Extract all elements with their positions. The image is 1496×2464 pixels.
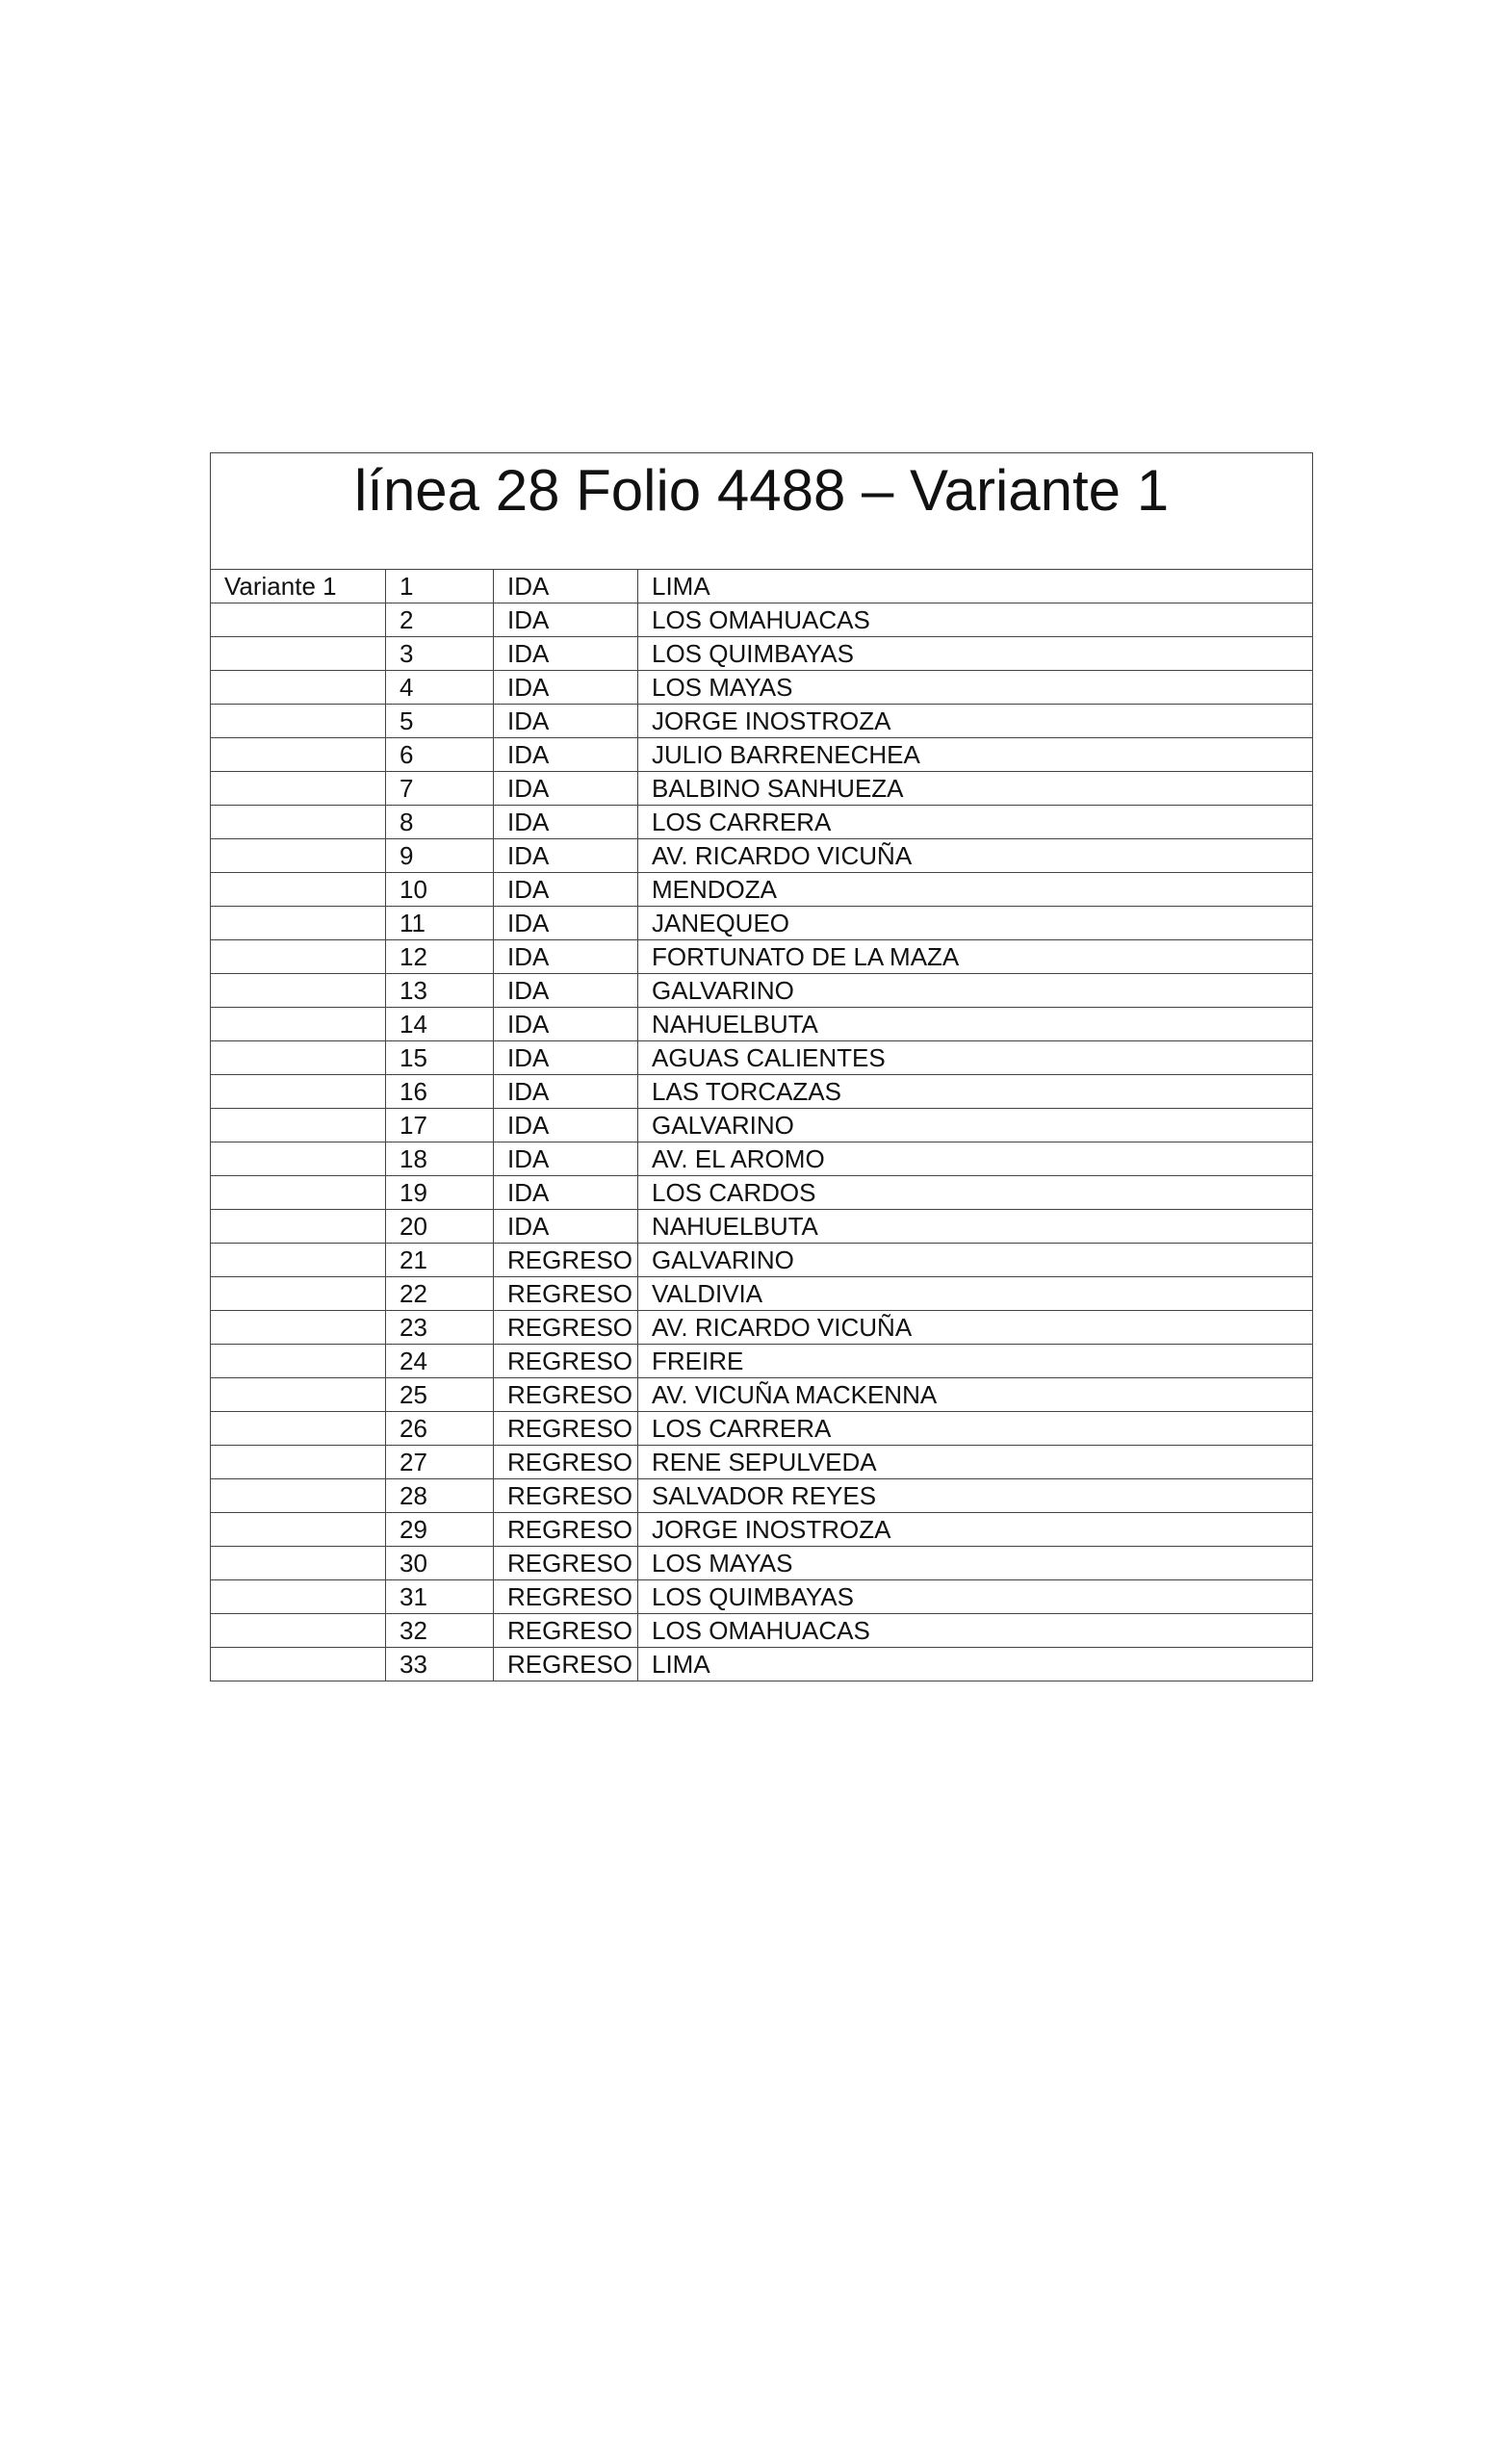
variant-cell	[211, 873, 386, 907]
stop-number-cell: 15	[386, 1041, 494, 1075]
direction-cell: REGRESO	[494, 1345, 638, 1378]
direction-cell: IDA	[494, 603, 638, 637]
street-cell: GALVARINO	[638, 974, 1313, 1008]
direction-cell: REGRESO	[494, 1547, 638, 1580]
street-cell: LOS CARRERA	[638, 806, 1313, 839]
street-cell: AV. RICARDO VICUÑA	[638, 1311, 1313, 1345]
variant-cell	[211, 1008, 386, 1041]
table-row	[211, 806, 1313, 839]
direction-cell: REGRESO	[494, 1412, 638, 1446]
table-row	[211, 907, 1313, 940]
direction-cell: REGRESO	[494, 1513, 638, 1547]
table-row	[211, 1345, 1313, 1378]
stop-number-cell: 24	[386, 1345, 494, 1378]
table-row	[211, 705, 1313, 738]
street-cell: LOS QUIMBAYAS	[638, 637, 1313, 671]
direction-cell: REGRESO	[494, 1479, 638, 1513]
table-row	[211, 1648, 1313, 1681]
street-cell: AGUAS CALIENTES	[638, 1041, 1313, 1075]
table-row	[211, 1142, 1313, 1176]
direction-cell: REGRESO	[494, 1648, 638, 1681]
variant-cell	[211, 1580, 386, 1614]
variant-cell	[211, 671, 386, 705]
table-row	[211, 1210, 1313, 1244]
stop-number-cell: 10	[386, 873, 494, 907]
table-row	[211, 873, 1313, 907]
stop-number-cell: 18	[386, 1142, 494, 1176]
variant-cell	[211, 1513, 386, 1547]
stop-number-cell: 5	[386, 705, 494, 738]
stop-number-cell: 22	[386, 1277, 494, 1311]
direction-cell: IDA	[494, 637, 638, 671]
variant-cell	[211, 738, 386, 772]
table-row	[211, 1580, 1313, 1614]
table-row	[211, 1479, 1313, 1513]
street-cell: JORGE INOSTROZA	[638, 705, 1313, 738]
direction-cell: IDA	[494, 1142, 638, 1176]
variant-cell	[211, 1614, 386, 1648]
direction-cell: IDA	[494, 1210, 638, 1244]
stop-number-cell: 14	[386, 1008, 494, 1041]
stop-number-cell: 25	[386, 1378, 494, 1412]
variant-cell	[211, 603, 386, 637]
table-row	[211, 1378, 1313, 1412]
table-row	[211, 940, 1313, 974]
street-cell: AV. EL AROMO	[638, 1142, 1313, 1176]
direction-cell: IDA	[494, 570, 638, 603]
variant-cell	[211, 974, 386, 1008]
stop-number-cell: 4	[386, 671, 494, 705]
direction-cell: IDA	[494, 671, 638, 705]
direction-cell: REGRESO	[494, 1446, 638, 1479]
table-row	[211, 1446, 1313, 1479]
direction-cell: IDA	[494, 1008, 638, 1041]
direction-cell: IDA	[494, 806, 638, 839]
direction-cell: IDA	[494, 907, 638, 940]
variant-cell	[211, 1142, 386, 1176]
variant-cell	[211, 1075, 386, 1109]
variant-cell	[211, 1210, 386, 1244]
stop-number-cell: 20	[386, 1210, 494, 1244]
variant-cell	[211, 1479, 386, 1513]
street-cell: VALDIVIA	[638, 1277, 1313, 1311]
variant-cell	[211, 806, 386, 839]
table-row	[211, 671, 1313, 705]
table-row	[211, 772, 1313, 806]
stop-number-cell: 1	[386, 570, 494, 603]
stop-number-cell: 13	[386, 974, 494, 1008]
street-cell: LOS CARDOS	[638, 1176, 1313, 1210]
variant-cell	[211, 839, 386, 873]
variant-cell	[211, 705, 386, 738]
stop-number-cell: 27	[386, 1446, 494, 1479]
variant-cell	[211, 1277, 386, 1311]
variant-cell	[211, 1412, 386, 1446]
direction-cell: IDA	[494, 738, 638, 772]
stop-number-cell: 19	[386, 1176, 494, 1210]
street-cell: LIMA	[638, 1648, 1313, 1681]
variant-cell	[211, 940, 386, 974]
direction-cell: IDA	[494, 1109, 638, 1142]
table-row	[211, 1311, 1313, 1345]
table-row	[211, 1008, 1313, 1041]
street-cell: LOS CARRERA	[638, 1412, 1313, 1446]
street-cell: JORGE INOSTROZA	[638, 1513, 1313, 1547]
table-row	[211, 1244, 1313, 1277]
table-row	[211, 974, 1313, 1008]
variant-cell	[211, 1547, 386, 1580]
street-cell: LOS OMAHUACAS	[638, 603, 1313, 637]
stop-number-cell: 32	[386, 1614, 494, 1648]
street-cell: LAS TORCAZAS	[638, 1075, 1313, 1109]
direction-cell: IDA	[494, 772, 638, 806]
stop-number-cell: 7	[386, 772, 494, 806]
street-cell: GALVARINO	[638, 1244, 1313, 1277]
stop-number-cell: 8	[386, 806, 494, 839]
direction-cell: IDA	[494, 1075, 638, 1109]
variant-cell	[211, 1176, 386, 1210]
variant-cell	[211, 772, 386, 806]
variant-cell	[211, 1648, 386, 1681]
table-row	[211, 1547, 1313, 1580]
direction-cell: IDA	[494, 1176, 638, 1210]
stop-number-cell: 3	[386, 637, 494, 671]
direction-cell: REGRESO	[494, 1378, 638, 1412]
route-table-body	[211, 453, 1313, 1681]
direction-cell: IDA	[494, 940, 638, 974]
street-cell: FREIRE	[638, 1345, 1313, 1378]
street-cell: MENDOZA	[638, 873, 1313, 907]
table-row	[211, 738, 1313, 772]
direction-cell: IDA	[494, 873, 638, 907]
variant-cell	[211, 1244, 386, 1277]
table-row	[211, 603, 1313, 637]
stop-number-cell: 33	[386, 1648, 494, 1681]
street-cell: RENE SEPULVEDA	[638, 1446, 1313, 1479]
street-cell: LOS MAYAS	[638, 1547, 1313, 1580]
variant-cell	[211, 1446, 386, 1479]
street-cell: SALVADOR REYES	[638, 1479, 1313, 1513]
stop-number-cell: 12	[386, 940, 494, 974]
variant-cell	[211, 1345, 386, 1378]
table-row	[211, 1277, 1313, 1311]
table-row	[211, 839, 1313, 873]
variant-cell	[211, 637, 386, 671]
stop-number-cell: 21	[386, 1244, 494, 1277]
table-row	[211, 1513, 1313, 1547]
stop-number-cell: 28	[386, 1479, 494, 1513]
street-cell: FORTUNATO DE LA MAZA	[638, 940, 1313, 974]
direction-cell: REGRESO	[494, 1580, 638, 1614]
direction-cell: REGRESO	[494, 1311, 638, 1345]
street-cell: AV. RICARDO VICUÑA	[638, 839, 1313, 873]
street-cell: JANEQUEO	[638, 907, 1313, 940]
stop-number-cell: 9	[386, 839, 494, 873]
variant-cell	[211, 1311, 386, 1345]
stop-number-cell: 29	[386, 1513, 494, 1547]
direction-cell: IDA	[494, 974, 638, 1008]
table-row	[211, 637, 1313, 671]
direction-cell: IDA	[494, 1041, 638, 1075]
table-row	[211, 1412, 1313, 1446]
title-row	[211, 453, 1313, 570]
table-row	[211, 1041, 1313, 1075]
direction-cell: REGRESO	[494, 1277, 638, 1311]
stop-number-cell: 11	[386, 907, 494, 940]
stop-number-cell: 16	[386, 1075, 494, 1109]
street-cell: NAHUELBUTA	[638, 1210, 1313, 1244]
street-cell: LIMA	[638, 570, 1313, 603]
variant-cell: Variante 1	[211, 570, 386, 603]
table-row	[211, 1176, 1313, 1210]
stop-number-cell: 17	[386, 1109, 494, 1142]
direction-cell: IDA	[494, 839, 638, 873]
variant-cell	[211, 1109, 386, 1142]
table-row	[211, 570, 1313, 603]
route-table	[210, 452, 1313, 1681]
street-cell: LOS OMAHUACAS	[638, 1614, 1313, 1648]
street-cell: JULIO BARRENECHEA	[638, 738, 1313, 772]
table-row	[211, 1614, 1313, 1648]
table-row	[211, 1075, 1313, 1109]
street-cell: NAHUELBUTA	[638, 1008, 1313, 1041]
direction-cell: IDA	[494, 705, 638, 738]
stop-number-cell: 31	[386, 1580, 494, 1614]
direction-cell: REGRESO	[494, 1614, 638, 1648]
variant-cell	[211, 1378, 386, 1412]
street-cell: LOS QUIMBAYAS	[638, 1580, 1313, 1614]
direction-cell: REGRESO	[494, 1244, 638, 1277]
variant-cell	[211, 907, 386, 940]
street-cell: AV. VICUÑA MACKENNA	[638, 1378, 1313, 1412]
variant-cell	[211, 1041, 386, 1075]
stop-number-cell: 23	[386, 1311, 494, 1345]
page-title: línea 28 Folio 4488 – Variante 1	[211, 453, 1313, 570]
stop-number-cell: 30	[386, 1547, 494, 1580]
street-cell: LOS MAYAS	[638, 671, 1313, 705]
stop-number-cell: 26	[386, 1412, 494, 1446]
table-row	[211, 1109, 1313, 1142]
street-cell: BALBINO SANHUEZA	[638, 772, 1313, 806]
stop-number-cell: 2	[386, 603, 494, 637]
street-cell: GALVARINO	[638, 1109, 1313, 1142]
stop-number-cell: 6	[386, 738, 494, 772]
